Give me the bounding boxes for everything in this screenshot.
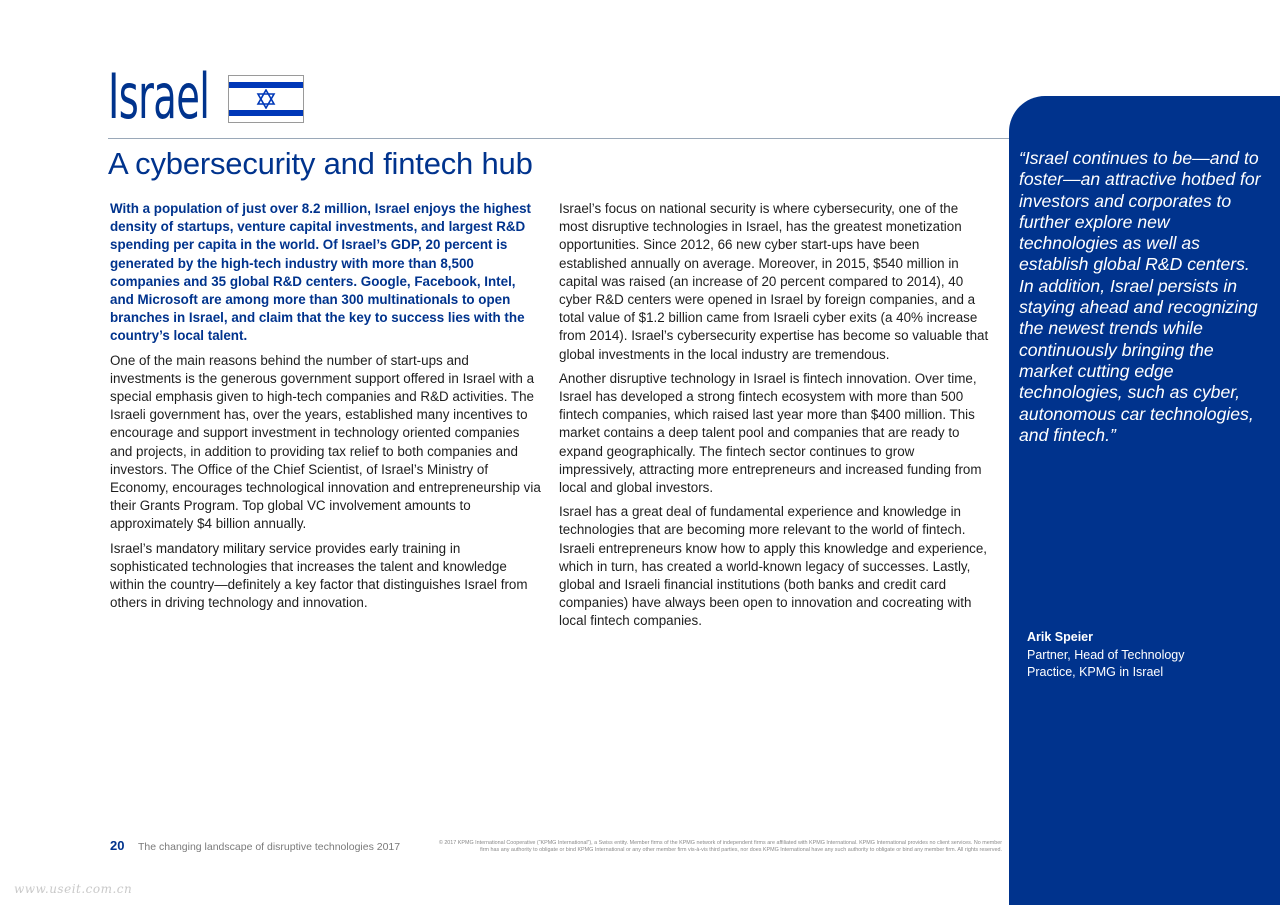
legal-notice: © 2017 KPMG International Cooperative (“KPMG International”), a Swiss entity. Member firms of the KPMG network of independent firms are affiliated with KPMG International. KPMG International provides no client services. No member firm has any authority to obligate or bind KPMG International or any other member firm vis-à-vis third parties, nor does KPMG International have any such authority to obligate or bind any member firm. All rights reserved. xyxy=(438,840,1002,854)
body-paragraph: Israel’s mandatory military service provides early training in sophisticated technologies that increases the talent and knowledge within the country—definitely a key factor that distinguishes Israel from others in driving technology and innovation. xyxy=(110,540,528,611)
footer-title: The changing landscape of disruptive technologies 2017 xyxy=(138,841,401,853)
page-headline: A cybersecurity and fintech hub xyxy=(108,146,533,181)
star-of-david-icon xyxy=(256,89,276,109)
pull-quote: “Israel continues to be—and to foster—an attractive hotbed for investors and corporates to further explore new technologies as well as establish global R&D centers. In addition, Israel persists in staying ahead and recognizing the newest trends while continuously bringing the market cutting edge technologies, such as cyber, autonomous car technologies, and fintech.” xyxy=(1019,148,1261,445)
body-paragraph: One of the main reasons behind the number of start-ups and investments is the generous government support offered in Israel with a special emphasis given to high-tech companies and R&D activities. The Israeli government has, over the years, established many incentives to encourage and support investment in technology oriented companies and projects, in addition to providing tax relief to both companies and investors. The Office of the Chief Scientist, of Israel’s Ministry of Economy, encourages technological innovation and entrepreneurship via their Grants Program. Top global VC involvement amounts to approximately $4 billion annually. xyxy=(110,352,541,532)
quote-author-name: Arik Speier xyxy=(1027,630,1094,644)
country-title: Israel xyxy=(108,60,210,133)
israel-flag-icon xyxy=(228,75,304,123)
flag-bottom-stripe xyxy=(229,110,303,116)
body-paragraph: Another disruptive technology in Israel is fintech innovation. Over time, Israel has developed a strong fintech ecosystem with more than 500 fintech companies, which raised last year more than $400 million. This market contains a deep talent pool and companies that are ready to expand geographically. The fintech sector continues to grow impressively, attracting more entrepreneurs and increased funding from local and global investors. xyxy=(559,370,982,496)
body-paragraph: Israel has a great deal of fundamental experience and knowledge in technologies that are becoming more relevant to the world of fintech. Israeli entrepreneurs know how to apply this knowledge and experience, which in turn, has created a world-known legacy of successes. Lastly, global and Israeli financial institutions (both banks and credit card companies) have always been open to innovation and cocreating with local fintech companies. xyxy=(559,504,988,629)
quote-author-role: Partner, Head of Technology Practice, KPMG in Israel xyxy=(1027,648,1185,679)
lead-paragraph: With a population of just over 8.2 million, Israel enjoys the highest density of startups, venture capital investments, and largest R&D spending per capita in the world. Of Israel’s GDP, 20 percent is generated by the high-tech industry with more than 8,500 companies and 35 global R&D centers. Google, Facebook, Intel, and Microsoft are among more than 300 multinationals to open branches in Israel, and claim that the key to success lies with the country’s local talent. xyxy=(110,201,532,344)
body-paragraph: Israel’s focus on national security is where cybersecurity, one of the most disruptive technologies in Israel, has the greatest monetization opportunities. Since 2012, 66 new cyber start-ups have been established annually on average. Moreover, in 2015, $540 million in capital was raised (an increase of 20 percent compared to 2014), 40 cyber R&D centers were opened in Israel by foreign companies, and a total value of $1.2 billion came from Israeli cyber exits (a 40% increase from 2014). Israel’s cybersecurity expertise has become so valuable that global investments in the local industry are tremendous. xyxy=(559,201,989,362)
page-number: 20 xyxy=(110,838,125,853)
body-column-left xyxy=(110,200,542,618)
body-column-right xyxy=(559,200,989,637)
site-watermark: www.useit.com.cn xyxy=(14,882,133,896)
flag-top-stripe xyxy=(229,82,303,88)
